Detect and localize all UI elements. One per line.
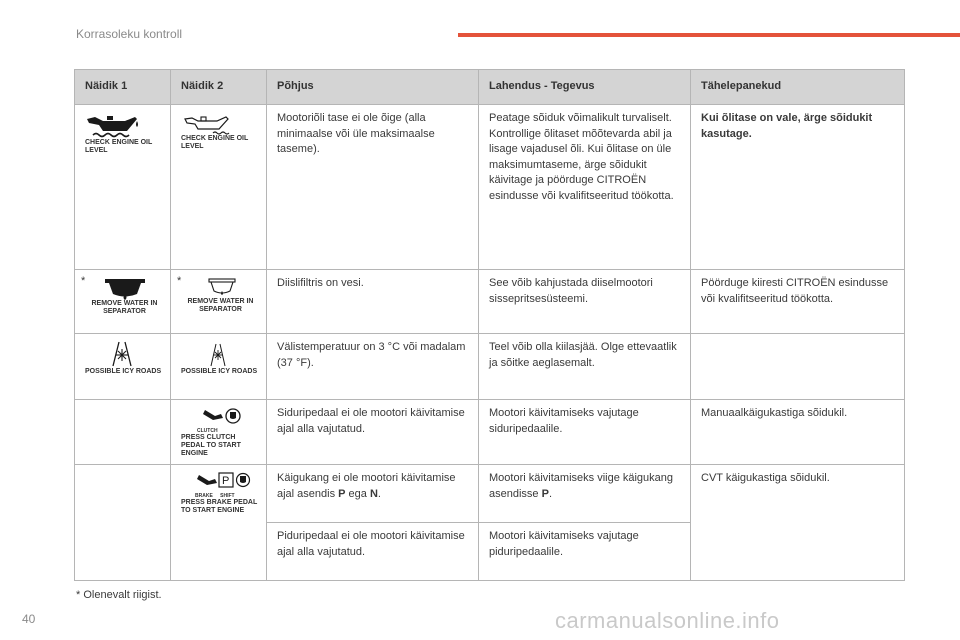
table-row <box>75 270 905 334</box>
indicator-2-cell <box>171 334 267 400</box>
indicator-2-label: REMOVE WATER IN SEPARATOR <box>187 298 254 313</box>
oil-can-icon <box>85 111 141 139</box>
clutch-pedal-icon <box>181 406 255 428</box>
cause-cell <box>267 465 479 523</box>
cause-cell: Diislifiltris on vesi. <box>267 270 479 334</box>
footnote-star: * <box>177 275 182 287</box>
cause-cell: Piduripedaal ei ole mootori käivitamise ajal alla vajutatud. <box>267 523 479 581</box>
col-header-indicator-2: Näidik 2 <box>171 70 267 105</box>
table-row <box>75 105 905 270</box>
page-number: 40 <box>22 612 36 626</box>
solution-cell: Peatage sõiduk võimalikult turvaliselt. Kontrollige õlitaset mõõtevarda abil ja lisage vajadusel õli. Kui õlitase on üle maksimumtaseme, ärge sõidukit käivitage ja pöörduge CITROËN esindusse või kvalifitseeritud töökotta. <box>479 105 691 270</box>
icy-road-outline-icon <box>181 340 255 368</box>
footnote: * Olenevalt riigist. <box>76 589 162 601</box>
indicator-1-cell <box>75 400 171 465</box>
warning-table <box>74 69 905 581</box>
water-separator-outline-icon <box>187 276 261 298</box>
indicator-2-cell <box>171 105 267 270</box>
table-header-row <box>75 70 905 105</box>
remarks-cell: Kui õlitase on vale, ärge sõidukit kasutage. <box>691 105 905 270</box>
indicator-1-label: CHECK ENGINE OIL LEVEL <box>85 139 153 154</box>
cause-cell: Välistemperatuur on 3 °C või madalam (37 °F). <box>267 334 479 400</box>
cause-text-end: . <box>377 487 381 500</box>
section-title: Korrasoleku kontroll <box>76 27 183 41</box>
indicator-1-cell <box>75 270 171 334</box>
brake-shift-icon <box>181 471 255 493</box>
col-header-cause: Põhjus <box>267 70 479 105</box>
cause-cell: Mootoriõli tase ei ole õige (alla minimaalse või üle maksimaalse taseme). <box>267 105 479 270</box>
col-header-indicator-1: Näidik 1 <box>75 70 171 105</box>
solution-text: Mootori käivitamiseks viige käigukang asendisse <box>489 472 674 500</box>
cause-text-mid: ega <box>345 487 370 500</box>
table-row <box>75 400 905 465</box>
clutch-sub-label: CLUTCH <box>197 428 218 434</box>
oil-can-outline-icon <box>181 111 237 135</box>
remarks-cell: Manuaalkäigukastiga sõidukil. <box>691 400 905 465</box>
watermark: carmanualsonline.info <box>555 608 780 633</box>
indicator-2-label: PRESS CLUTCH PEDAL TO START ENGINE <box>181 434 241 457</box>
indicator-1-cell <box>75 334 171 400</box>
cause-text: Käigukang ei ole mootori käivitamise ajal asendis <box>277 472 456 500</box>
header-accent-bar <box>458 33 960 37</box>
indicator-2-label: PRESS BRAKE PEDAL TO START ENGINE <box>181 499 258 514</box>
solution-cell <box>479 465 691 523</box>
col-header-solution: Lahendus - Tegevus <box>479 70 691 105</box>
table-row <box>75 334 905 400</box>
cause-cell: Siduripedaal ei ole mootori käivitamise ajal alla vajutatud. <box>267 400 479 465</box>
indicator-2-cell <box>171 270 267 334</box>
gear-n: N <box>369 487 378 500</box>
solution-text-end: . <box>548 487 552 500</box>
indicator-2-cell <box>171 465 267 581</box>
brake-sub-label: BRAKE <box>195 493 213 499</box>
table-row <box>75 465 905 523</box>
shift-sub-label: SHIFT <box>220 493 235 499</box>
svg-text:P: P <box>222 475 230 487</box>
col-header-remarks: Tähelepanekud <box>691 70 905 105</box>
solution-cell: Mootori käivitamiseks vajutage piduripedaalile. <box>479 523 691 581</box>
footnote-star: * <box>81 275 86 287</box>
solution-cell: Mootori käivitamiseks vajutage siduripedaalile. <box>479 400 691 465</box>
remarks-cell: Pöörduge kiiresti CITROËN esindusse või kvalifitseeritud töökotta. <box>691 270 905 334</box>
water-separator-icon <box>91 276 165 300</box>
indicator-2-label: CHECK ENGINE OIL LEVEL <box>181 135 249 150</box>
indicator-1-cell <box>75 105 171 270</box>
indicator-2-label: POSSIBLE ICY ROADS <box>181 368 258 375</box>
icy-road-icon <box>85 340 159 368</box>
gear-p: P <box>338 487 346 500</box>
gear-p: P <box>541 487 549 500</box>
indicator-1-cell <box>75 465 171 581</box>
solution-cell: See võib kahjustada diiselmootori sissepritsesüsteemi. <box>479 270 691 334</box>
solution-cell: Teel võib olla kiilasjää. Olge ettevaatlik ja sõitke aeglasemalt. <box>479 334 691 400</box>
remarks-cell: CVT käigukastiga sõidukil. <box>691 465 905 581</box>
indicator-1-label: REMOVE WATER IN SEPARATOR <box>91 300 158 315</box>
remarks-cell <box>691 334 905 400</box>
indicator-1-label: POSSIBLE ICY ROADS <box>85 368 162 375</box>
indicator-2-cell <box>171 400 267 465</box>
